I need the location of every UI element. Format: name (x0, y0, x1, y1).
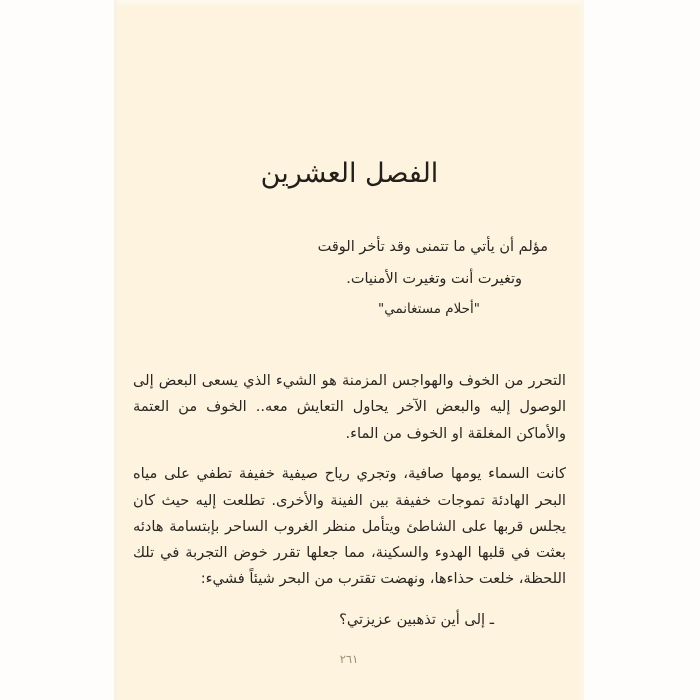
body-text (133, 368, 566, 634)
dialogue-line: ـ إلى أين تذهبين عزيزتي؟ (339, 610, 494, 628)
epigraph-block (133, 232, 566, 323)
body-paragraph-1: التحرر من الخوف والهواجس المزمنة هو الشيء الذي يسعى البعض إلى الوصول إليه والبعض الآخر يحاول التعايش معه.. الخوف من العتمة والأماكن المغلقة او الخوف من الماء. (133, 371, 566, 442)
epigraph-attribution: "أحلام مستغانمي" (377, 300, 480, 317)
body-paragraph-2: كانت السماء يومها صافية، وتجري رياح صيفية خفيفة تطفي على مياه البحر الهادئة تموجات خفيفة بين الفينة والأخرى. تطلعت إليه حيث كان يجلس قربها على الشاطئ ويتأمل منظر الغروب الساحر بإبتسامة هادئه بعثت في قلبها الهدوء والسكينة، مما جعلها تقرر خوض التجربة في تلك اللحظة، خلعت حذاءها، ونهضت تقترب من البحر شيئاً فشيء: (133, 465, 566, 588)
page-number: ٢٦١ (339, 652, 359, 666)
chapter-title: الفصل العشرين (260, 158, 439, 189)
text-column (133, 0, 566, 700)
epigraph-line-1: مؤلم أن يأتي ما تتمنى وقد تأخر الوقت (317, 239, 548, 256)
page-left-edge-shading (114, 0, 120, 700)
epigraph-line-2: وتغيرت أنت وتغيرت الأمنيات. (346, 270, 522, 287)
book-page (114, 0, 584, 700)
